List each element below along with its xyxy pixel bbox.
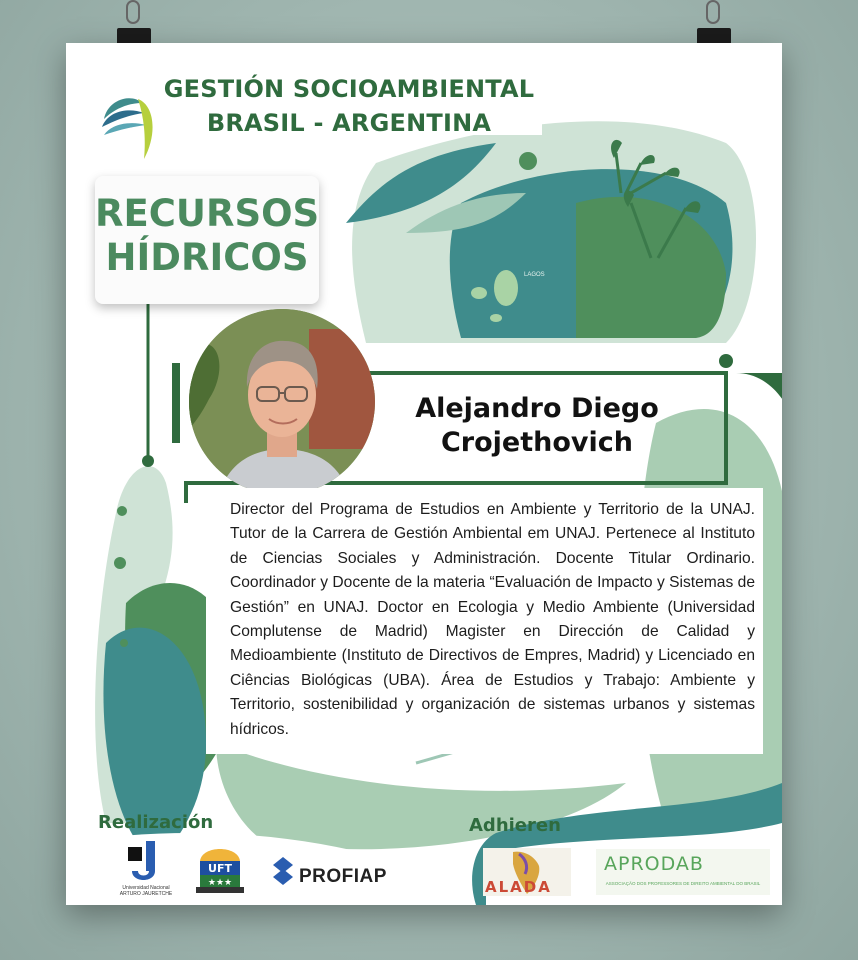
leaf-logo-icon <box>98 93 158 165</box>
realizacion-label: Realización <box>98 812 214 833</box>
map-label: LAGOS <box>524 272 545 278</box>
aprodab-name: APRODAB <box>604 853 704 875</box>
event-title <box>156 49 542 135</box>
unaj-logo <box>116 841 176 901</box>
speaker-first-names: Alejandro Diego <box>415 393 659 424</box>
event-poster <box>66 43 782 905</box>
speaker-last-name: Crojethovich <box>440 427 633 458</box>
speaker-bio-panel <box>206 488 763 754</box>
topic-badge <box>95 176 319 304</box>
title-line-2: BRASIL - ARGENTINA <box>206 109 492 137</box>
speaker-name <box>408 393 666 479</box>
speaker-photo <box>189 309 375 495</box>
topic-line-1: RECURSOS <box>95 192 320 235</box>
speaker-bio: Director del Programa de Estudios en Ambiente y Territorio de la UNAJ. Tutor de la Carrera de Gestión Ambiental em UNAJ. Pertenece al Instituto de Ciencias Sociales y Administración. Docente Titular Ordinario. Coordinador y Docente de la materia “Evaluación de Impacto y Sistemas de Gestión” en UNAJ. Doctor en Ecologia y Medio Ambiente (Universidad Complutense de Madrid) Magister en Dirección de Calidad y Medioambiente (Instituto de Directivos de Empres, Madrid) y Licenciado en Ciências Biológicas (UBA). Área de Estudios y Trabajo: Ambiente y Territorio, sostenibilidad y organización de sistemas urbanos y sistemas hídricos. <box>230 501 755 738</box>
aprodab-subtitle: ASSOCIAÇÃO DOS PROFESSORES DE DIREITO AMBIENTAL DO BRASIL <box>605 881 761 886</box>
aprodab-logo <box>596 849 770 895</box>
alada-name: ALADA <box>485 878 552 896</box>
adhieren-label: Adhieren <box>469 815 561 836</box>
profiap-name: PROFIAP <box>299 866 387 887</box>
topic-line-2: HÍDRICOS <box>105 236 309 279</box>
uft-text: UFT <box>208 862 232 875</box>
alada-logo <box>483 848 571 896</box>
title-line-1: GESTIÓN SOCIOAMBIENTAL <box>163 75 535 103</box>
svg-text:★★★: ★★★ <box>207 878 233 888</box>
uft-logo <box>194 841 246 897</box>
unaj-name: Universidad Nacional ARTURO JAURETCHE <box>119 885 173 897</box>
profiap-logo <box>269 853 387 893</box>
